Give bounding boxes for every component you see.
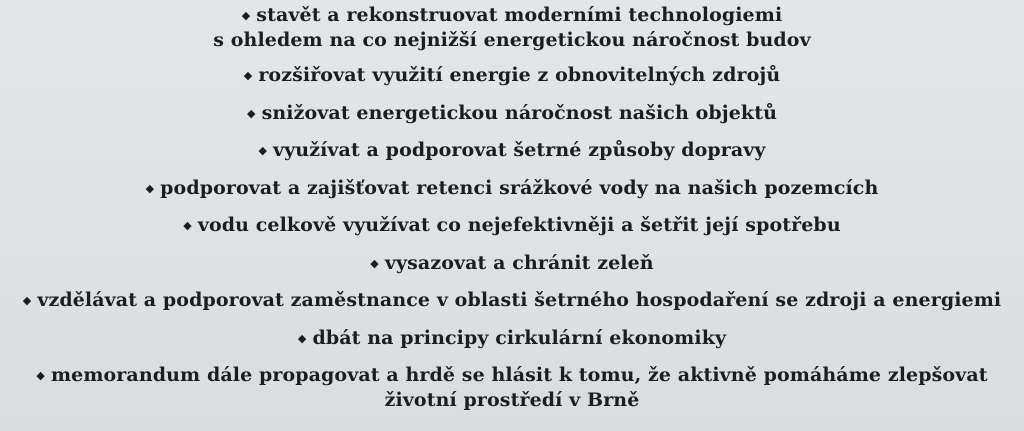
bullet-icon: ◆	[145, 181, 155, 195]
bullet-icon: ◆	[258, 144, 268, 157]
item-text: dbát na principy cirkulární ekonomiky	[312, 326, 727, 349]
item-text: vodu celkově využívat co nejefektivněji a šetřit její spotřebu	[197, 214, 841, 236]
item-text: vzdělávat a podporovat zaměstnance v oblasti šetrného hospodaření se zdroji a energiemi	[37, 289, 1002, 311]
item-text: snižovat energetickou náročnost našich objektů	[261, 101, 777, 124]
list-item	[0, 213, 1024, 238]
bullet-icon: ◆	[22, 294, 32, 307]
list-item	[0, 363, 1024, 412]
item-text: rozšiřovat využití energie z obnovitelných zdrojů	[258, 64, 781, 86]
list-item	[0, 3, 1024, 52]
bullet-icon: ◆	[243, 69, 253, 82]
list-item	[0, 138, 1024, 163]
bullet-icon: ◆	[370, 256, 379, 270]
item-text: vysazovat a chránit zeleň	[384, 251, 654, 274]
list-item	[0, 326, 1024, 351]
bullet-icon: ◆	[241, 9, 251, 22]
item-text-continuation: životní prostředí v Brně	[384, 389, 640, 411]
bullet-icon: ◆	[183, 219, 192, 232]
bullet-icon: ◆	[247, 106, 256, 120]
bullet-icon: ◆	[297, 331, 307, 345]
commitments-list	[0, 3, 1024, 423]
list-item	[0, 176, 1024, 201]
bullet-icon: ◆	[36, 369, 45, 382]
item-text: memorandum dále propagovat a hrdě se hlásit k tomu, že aktivně pomáháme zlepšovat	[50, 364, 988, 386]
item-text: stavět a rekonstruovat moderními technologiemi	[256, 4, 783, 26]
item-text-continuation: s ohledem na co nejnižší energetickou náročnost budov	[213, 29, 811, 51]
list-item	[0, 251, 1024, 276]
list-item	[0, 63, 1024, 88]
list-item	[0, 101, 1024, 126]
list-item	[0, 288, 1024, 313]
item-text: využívat a podporovat šetrné způsoby dopravy	[273, 139, 766, 161]
item-text: podporovat a zajišťovat retenci srážkové vody na našich pozemcích	[160, 176, 879, 199]
